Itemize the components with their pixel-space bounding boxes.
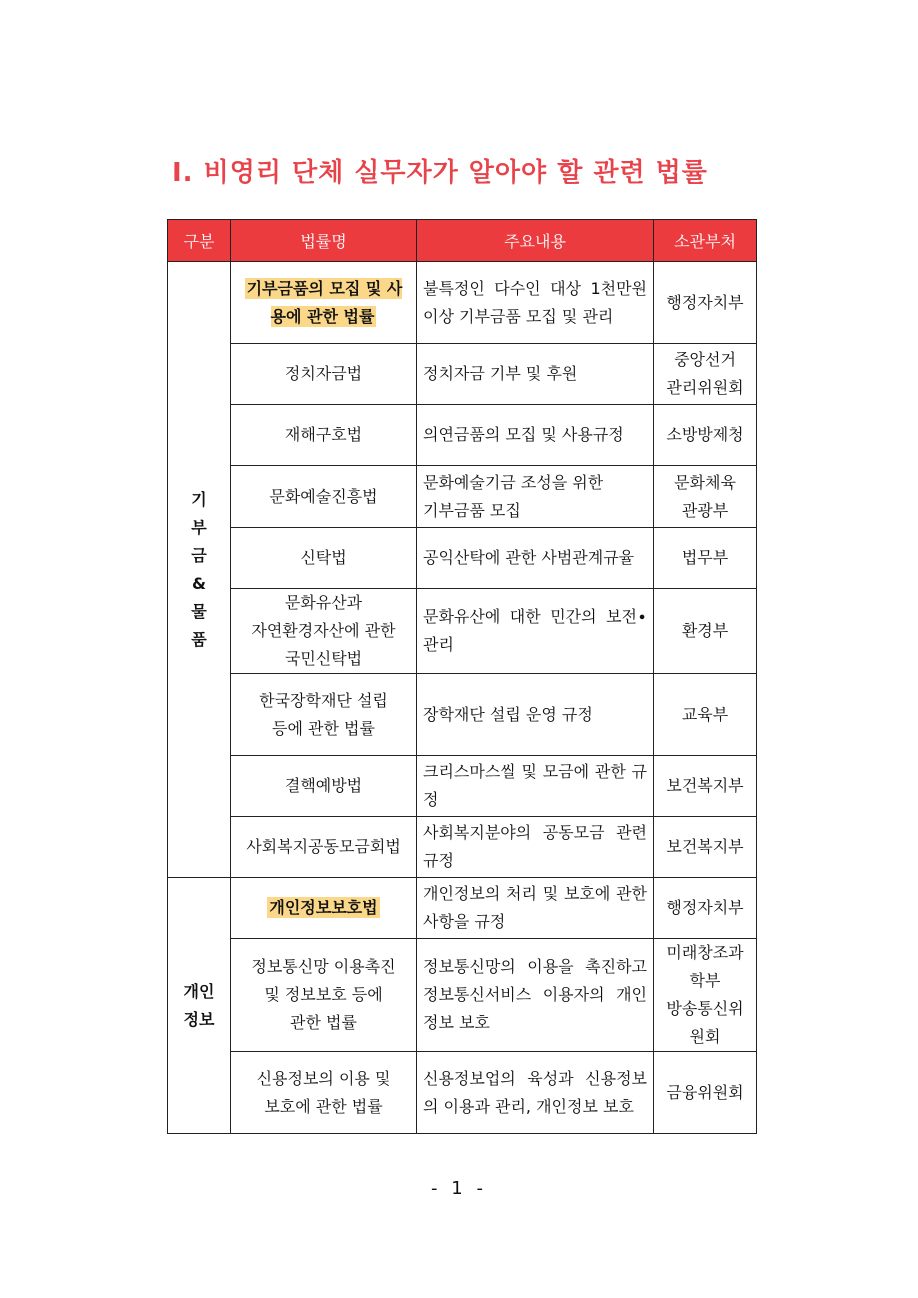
law-name-cell: 결핵예방법 bbox=[231, 756, 417, 817]
table-row bbox=[168, 756, 757, 817]
header-law-name: 법률명 bbox=[231, 220, 417, 262]
category-cell bbox=[168, 878, 231, 1134]
law-name-cell: 신용정보의 이용 및 보호에 관한 법률 bbox=[231, 1052, 417, 1134]
table-row bbox=[168, 262, 757, 344]
table-row bbox=[168, 878, 757, 939]
content-cell: 문화예술기금 조성을 위한 기부금품 모집 bbox=[417, 466, 654, 528]
content-cell: 불특정인 다수인 대상 1천만원 이상 기부금품 모집 및 관리 bbox=[417, 262, 654, 344]
department-cell: 중앙선거 관리위원회 bbox=[654, 344, 757, 405]
content-cell: 개인정보의 처리 및 보호에 관한 사항을 규정 bbox=[417, 878, 654, 939]
department-cell: 환경부 bbox=[654, 589, 757, 674]
content-cell: 문화유산에 대한 민간의 보전∙관리 bbox=[417, 589, 654, 674]
table-row bbox=[168, 589, 757, 674]
header-main-content: 주요내용 bbox=[417, 220, 654, 262]
law-table bbox=[167, 219, 757, 1134]
table-row bbox=[168, 528, 757, 589]
department-cell: 보건복지부 bbox=[654, 756, 757, 817]
law-name-cell: 한국장학재단 설립 등에 관한 법률 bbox=[231, 674, 417, 756]
law-name-cell: 문화유산과 자연환경자산에 관한 국민신탁법 bbox=[231, 589, 417, 674]
table-row bbox=[168, 1052, 757, 1134]
header-department: 소관부처 bbox=[654, 220, 757, 262]
header-category: 구분 bbox=[168, 220, 231, 262]
law-name-cell: 재해구호법 bbox=[231, 405, 417, 466]
law-name-cell: 정보통신망 이용촉진 및 정보보호 등에 관한 법률 bbox=[231, 939, 417, 1052]
law-name-cell bbox=[231, 262, 417, 344]
department-cell: 금융위원회 bbox=[654, 1052, 757, 1134]
category-label: 기부금&물품 bbox=[191, 489, 207, 649]
department-cell: 문화체육 관광부 bbox=[654, 466, 757, 528]
table-row bbox=[168, 344, 757, 405]
content-cell: 정치자금 기부 및 후원 bbox=[417, 344, 654, 405]
department-cell: 행정자치부 bbox=[654, 878, 757, 939]
table-row bbox=[168, 939, 757, 1052]
law-name-highlighted: 개인정보보호법 bbox=[269, 898, 378, 917]
department-cell: 미래창조과 학부 방송통신위 원회 bbox=[654, 939, 757, 1052]
table-row bbox=[168, 817, 757, 878]
category-label: 개인정보 bbox=[183, 981, 215, 1029]
department-cell: 소방방제청 bbox=[654, 405, 757, 466]
table-header-row bbox=[168, 220, 757, 262]
content-cell: 크리스마스씰 및 모금에 관한 규정 bbox=[417, 756, 654, 817]
content-cell: 사회복지분야의 공동모금 관련 규정 bbox=[417, 817, 654, 878]
page-title: Ⅰ. 비영리 단체 실무자가 알아야 할 관련 법률 bbox=[172, 158, 708, 188]
department-cell: 교육부 bbox=[654, 674, 757, 756]
category-cell bbox=[168, 262, 231, 878]
table-row bbox=[168, 405, 757, 466]
content-cell: 공익산탁에 관한 사범관계규율 bbox=[417, 528, 654, 589]
law-name-cell: 사회복지공동모금회법 bbox=[231, 817, 417, 878]
content-cell: 장학재단 설립 운영 규정 bbox=[417, 674, 654, 756]
table-row bbox=[168, 466, 757, 528]
law-name-cell bbox=[231, 878, 417, 939]
department-cell: 법무부 bbox=[654, 528, 757, 589]
page-number: - 1 - bbox=[431, 1178, 487, 1199]
law-name-highlighted: 기부금품의 모집 및 사용에 관한 법률 bbox=[246, 278, 403, 326]
department-cell: 보건복지부 bbox=[654, 817, 757, 878]
law-name-cell: 문화예술진흥법 bbox=[231, 466, 417, 528]
department-cell: 행정자치부 bbox=[654, 262, 757, 344]
law-name-cell: 정치자금법 bbox=[231, 344, 417, 405]
content-cell: 신용정보업의 육성과 신용정보의 이용과 관리, 개인정보 보호 bbox=[417, 1052, 654, 1134]
law-name-cell: 신탁법 bbox=[231, 528, 417, 589]
content-cell: 정보통신망의 이용을 촉진하고 정보통신서비스 이용자의 개인정보 보호 bbox=[417, 939, 654, 1052]
content-cell: 의연금품의 모집 및 사용규정 bbox=[417, 405, 654, 466]
table-row bbox=[168, 674, 757, 756]
